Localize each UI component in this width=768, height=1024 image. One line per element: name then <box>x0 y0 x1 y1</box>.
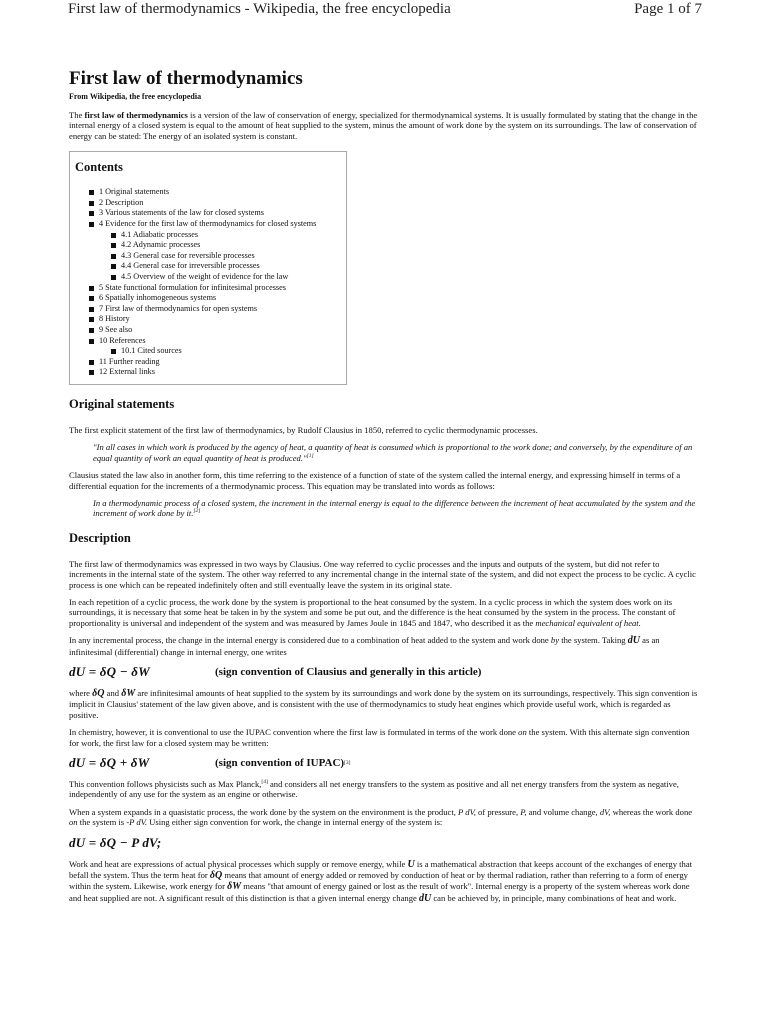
toc-item-label: 11 Further reading <box>99 356 160 366</box>
toc-subitem-label: 10.1 Cited sources <box>121 346 182 356</box>
equation-convention: (sign convention of IUPAC) <box>215 757 345 770</box>
bullet-icon <box>89 211 94 216</box>
quote <box>93 442 699 463</box>
math-symbol: dU <box>627 635 640 647</box>
paragraph-text: can be achieved by, in principle, many combinations of heat and work. <box>433 892 677 903</box>
equation-convention: (sign convention of Clausius and generally in this article) <box>215 666 482 678</box>
paragraph-text: where <box>69 688 90 698</box>
bullet-icon <box>111 233 116 238</box>
toc-item[interactable] <box>89 325 342 336</box>
toc-subitem[interactable] <box>111 261 342 272</box>
equation-clausius <box>69 664 699 680</box>
math-symbol: δQ <box>209 870 223 882</box>
toc-item-label: 7 First law of thermodynamics for open systems <box>99 303 258 313</box>
toc-subitem-label: 4.2 Adynamic processes <box>121 240 201 250</box>
paragraph-text: Using either sign convention for work, the change in internal energy of the system is: <box>149 817 443 828</box>
italic-term: on <box>69 817 78 828</box>
toc-item[interactable] <box>89 219 342 230</box>
print-header <box>0 0 768 26</box>
toc-item-label: 3 Various statements of the law for closed systems <box>99 208 264 218</box>
toc-item[interactable] <box>89 336 342 347</box>
toc-subitem[interactable] <box>111 272 342 283</box>
paragraph-text: of pressure, <box>478 806 519 817</box>
toc-title: Contents <box>75 160 123 175</box>
toc-item[interactable] <box>89 283 342 294</box>
math-symbol: δW <box>227 881 242 893</box>
toc-item[interactable] <box>89 367 342 378</box>
intro-bold-term: first law of thermodynamics <box>84 110 188 120</box>
paragraph <box>69 779 699 800</box>
toc-item-label: 2 Description <box>99 197 144 207</box>
paragraph-text: and considers all net energy transfers to the system as positive and all net energy transfers from the system as negative, independently of any use for the system as an engine or otherwise. <box>69 779 679 800</box>
bullet-icon <box>89 339 94 344</box>
paragraph-text: means that amount of energy added or removed by conduction of heat or by thermal radiation, rather than referring to a form of energy within the system. Likewise, work energy for <box>69 870 688 892</box>
italic-term: on <box>518 727 527 738</box>
toc-subitem[interactable] <box>111 251 342 262</box>
paragraph-text: the system is <box>79 817 125 828</box>
bullet-icon <box>89 286 94 291</box>
bullet-icon <box>111 275 116 280</box>
paragraph-text: whereas the work done <box>612 806 693 817</box>
paragraph-text: and <box>106 688 120 698</box>
equation-text: dU = δQ − δW <box>69 664 150 679</box>
bullet-icon <box>89 201 94 206</box>
page-title: First law of thermodynamics <box>69 68 303 89</box>
italic-term: P dV, <box>458 806 476 817</box>
toc-subsection <box>89 346 342 357</box>
italic-term: -P dV. <box>126 817 148 828</box>
bullet-icon <box>89 370 94 375</box>
quote-text: "In all cases in which work is produced by the agency of heat, a quantity of heat is consumed which is proportional to the work done; and conversely, by the expenditure of an equal quantity of work an equal quantity of heat is produced." <box>93 442 693 463</box>
citation-link[interactable]: [1] <box>306 452 314 459</box>
toc-sublist <box>89 346 342 357</box>
bullet-icon <box>111 243 116 248</box>
toc-item-label: 4 Evidence for the first law of thermodynamics for closed systems <box>99 219 317 228</box>
paragraph-text: In any incremental process, the change in the internal energy is considered due to a combination of heat added to the system and work done <box>69 635 549 646</box>
bullet-icon <box>89 296 94 301</box>
equation-internal-energy <box>69 835 699 851</box>
quote <box>93 498 699 519</box>
math-symbol: δW <box>121 688 136 699</box>
bullet-icon <box>89 222 94 227</box>
paragraph-text: the system. Taking <box>561 635 626 646</box>
section-heading-original-statements: Original statements <box>69 396 175 411</box>
paragraph <box>69 597 699 628</box>
toc-item-label: 9 See also <box>99 324 133 334</box>
paragraph-text: and volume change, <box>528 806 598 817</box>
paragraph-text: are infinitesimal amounts of heat supplied to the system by its surroundings and work done by the system on its surroundings, respectively. This sign convention is implicit in Clausius' statement of the law given above, and is consistent with the use of thermodynamics to study heat engines which provide useful work, which is regarded as positive. <box>69 688 698 720</box>
toc-item[interactable] <box>89 304 342 315</box>
italic-term: dV, <box>599 806 611 817</box>
paragraph-text: the system. With this alternate sign convention for work, the first law for a closed system may be written: <box>69 727 690 748</box>
math-symbol: dU <box>418 892 432 904</box>
toc-item-label: 8 History <box>99 314 130 324</box>
equation-text: dU = δQ + δW <box>69 755 150 771</box>
tagline: From Wikipedia, the free encyclopedia <box>69 92 202 101</box>
toc-subitem[interactable] <box>111 240 342 251</box>
page-number: Page 1 of 7 <box>634 1 702 17</box>
toc-item-label: 5 State functional formulation for infinitesimal processes <box>99 282 286 292</box>
intro-text-post: is a version of the law of conservation of energy, specialized for thermodynamical systems. It is usually formulated by stating that the change in the internal energy of a closed system is equal to the amount of heat supplied to the system, minus the amount of work done by the system on its surroundings. The law of conservation of energy can be stated: The energy of an isolated system is constant. <box>69 110 698 141</box>
toc-item-label: 1 Original statements <box>99 187 170 197</box>
paragraph: Clausius stated the law also in another form, this time referring to the existence of a function of state of the system called the internal energy, and expressing himself in terms of a differential equation for the increments of a thermodynamic process. This equation may be translated into words as follows: <box>69 470 681 491</box>
paragraph-text: In each repetition of a cyclic process, the work done by the system is proportional to the heat consumed by the system. In a cyclic process in which the system does work on its surroundings, it is necessary that some heat be taken in by the system and some be put out, and the difference is the heat consumed by the system in the process. The constant of proportionality is universal and independent of the system and was measured by James Joule in 1845 and 1847, who described it as the <box>69 596 676 628</box>
toc-subitem[interactable] <box>111 346 342 357</box>
citation-link[interactable]: [2] <box>193 508 201 515</box>
paragraph-text: Work and heat are expressions of actual physical processes which supply or remove energy, while <box>69 858 406 869</box>
paragraph <box>69 859 699 905</box>
toc-item[interactable] <box>89 314 342 325</box>
bullet-icon <box>89 360 94 365</box>
document-title: First law of thermodynamics - Wikipedia, the free encyclopedia <box>68 1 451 17</box>
intro-paragraph <box>69 110 699 141</box>
bullet-icon <box>111 264 116 269</box>
citation-link[interactable]: [4] <box>261 779 268 786</box>
toc-item[interactable] <box>89 187 342 198</box>
italic-term: mechanical equivalent of heat. <box>535 617 641 628</box>
toc-sublist <box>89 230 342 283</box>
toc-item[interactable] <box>89 293 342 304</box>
math-symbol: U <box>407 858 415 870</box>
bullet-icon <box>89 317 94 322</box>
toc-item[interactable] <box>89 357 342 368</box>
toc-item-label: 6 Spatially inhomogeneous systems <box>99 293 217 303</box>
italic-term: P, <box>520 806 527 817</box>
paragraph-text: is a mathematical abstraction that keeps account of the exchanges of energy that befall the system. Thus the term heat for <box>69 858 693 881</box>
toc-subitem[interactable] <box>111 230 342 241</box>
bullet-icon <box>111 349 116 354</box>
toc-subsection <box>89 230 342 283</box>
toc-subitem-label: 4.5 Overview of the weight of evidence for the law <box>121 271 289 281</box>
toc-list <box>75 187 342 378</box>
equation-iupac: dU = δQ + δW (sign convention of IUPAC) [3] <box>69 755 351 771</box>
italic-term: by <box>550 635 560 646</box>
paragraph-text: When a system expands in a quasistatic process, the work done by the system on the environment is the product, <box>69 806 456 817</box>
toc-subitem-label: 4.4 General case for irreversible processes <box>121 261 260 271</box>
intro-text-pre: The <box>69 110 83 120</box>
paragraph-text: means "that amount of energy gained or lost as the result of work". Internal energy is a property of the system whereas work done and heat supplied are not. A significant result of this distinction is that a given internal energy change <box>69 881 690 903</box>
paragraph <box>69 635 699 657</box>
paragraph-text: This convention follows physicists such as Max Planck, <box>69 779 262 790</box>
bullet-icon <box>89 190 94 195</box>
bullet-icon <box>111 254 116 259</box>
toc-subitem-label: 4.3 General case for reversible processes <box>121 250 255 260</box>
table-of-contents <box>69 151 347 385</box>
toc-item-label: 10 References <box>99 335 146 345</box>
paragraph-text: In chemistry, however, it is conventional to use the IUPAC convention where the first law is formulated in terms of the work done <box>69 727 516 738</box>
toc-item[interactable] <box>89 198 342 209</box>
section-heading-description: Description <box>69 530 131 545</box>
bullet-icon <box>89 307 94 312</box>
toc-item-label: 12 External links <box>99 367 155 377</box>
article-body <box>69 68 699 911</box>
paragraph: The first explicit statement of the first law of thermodynamics, by Rudolf Clausius in 1850, referred to cyclic thermodynamic processes. <box>69 424 538 435</box>
paragraph: The first law of thermodynamics was expressed in two ways by Clausius. One way referred to cyclic processes and the inputs and outputs of the system, but did not refer to increments in the internal state of the system. The other way referred to any incremental change in the internal state of the system, and did not expect the process to be cyclic. A cyclic process is one which can be repeated indefinitely often and still eventually leave the system in its original state. <box>69 558 696 590</box>
equation-text: dU = δQ − P dV; <box>69 834 162 850</box>
toc-item[interactable] <box>89 208 342 219</box>
toc-subitem-label: 4.1 Adiabatic processes <box>121 229 199 239</box>
paragraph <box>69 727 699 748</box>
paragraph-text: as an infinitesimal (differential) change in internal energy, one writes <box>69 635 660 657</box>
quote-text: In a thermodynamic process of a closed system, the increment in the internal energy is equal to the difference between the increment of heat accumulated by the system and the increment of work done by it. <box>93 497 696 519</box>
paragraph <box>69 807 699 828</box>
paragraph <box>69 688 699 720</box>
bullet-icon <box>89 328 94 333</box>
math-symbol: δQ <box>92 688 105 699</box>
